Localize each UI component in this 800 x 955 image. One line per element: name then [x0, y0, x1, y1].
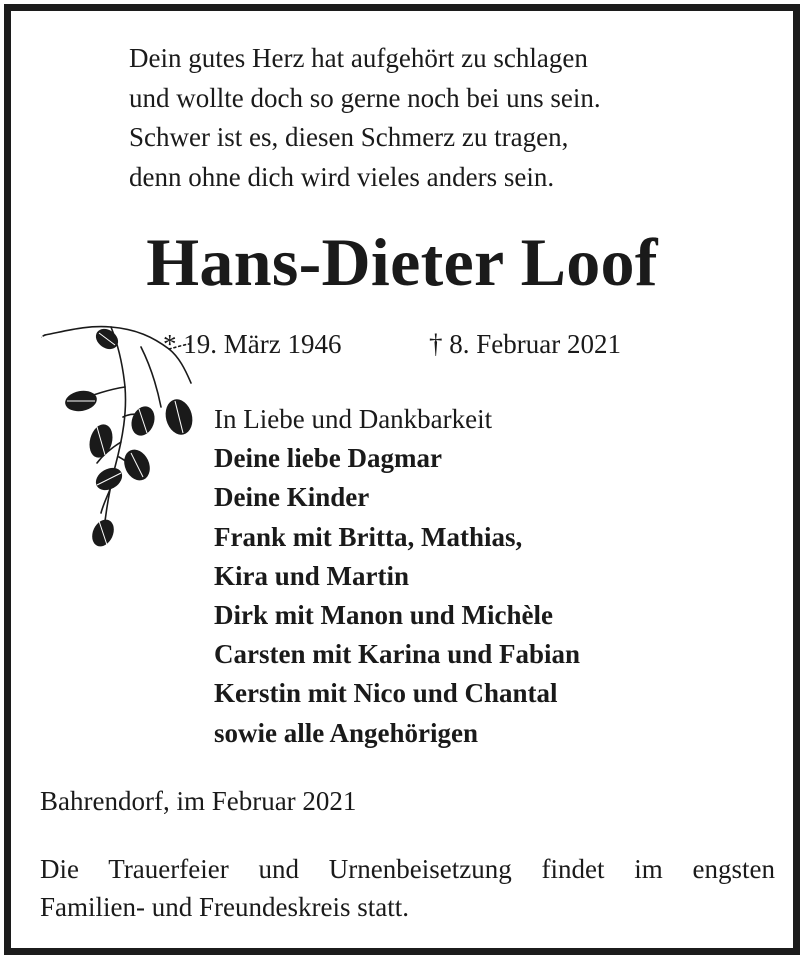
- poem-line: und wollte doch so gerne noch bei uns sein.: [129, 82, 601, 113]
- notice-line: Die Trauerfeier und Urnenbeisetzung findet im engsten: [40, 854, 775, 884]
- obituary-frame: [4, 4, 800, 955]
- birth-date: * 19. März 1946: [163, 329, 342, 359]
- mourner-line: Deine liebe Dagmar: [214, 443, 442, 474]
- mourners-intro: In Liebe und Dankbarkeit: [214, 404, 493, 434]
- poem-line: Schwer ist es, diesen Schmerz zu tragen,: [129, 122, 569, 152]
- funeral-notice: [40, 850, 775, 926]
- poem: [129, 39, 601, 197]
- mourner-line: Kerstin mit Nico und Chantal: [214, 678, 558, 709]
- place-date: Bahrendorf, im Februar 2021: [40, 786, 357, 816]
- mourners-list: [214, 400, 580, 753]
- poem-line: Dein gutes Herz hat aufgehört zu schlagen: [129, 43, 588, 73]
- notice-line: Familien- und Freundeskreis statt.: [40, 892, 409, 922]
- mourner-line: Deine Kinder: [214, 482, 370, 513]
- mourner-line: Frank mit Britta, Mathias,: [214, 521, 523, 552]
- mourner-line: Dirk mit Manon und Michèle: [214, 600, 554, 631]
- death-date: † 8. Februar 2021: [429, 329, 621, 359]
- poem-line: denn ohne dich wird vieles anders sein.: [129, 161, 555, 192]
- deceased-name: Hans-Dieter Loof: [146, 224, 658, 300]
- mourner-line: Kira und Martin: [214, 560, 410, 591]
- birch-branch-icon: [41, 317, 201, 557]
- mourner-line: sowie alle Angehörigen: [214, 717, 478, 748]
- mourner-line: Carsten mit Karina und Fabian: [214, 639, 581, 670]
